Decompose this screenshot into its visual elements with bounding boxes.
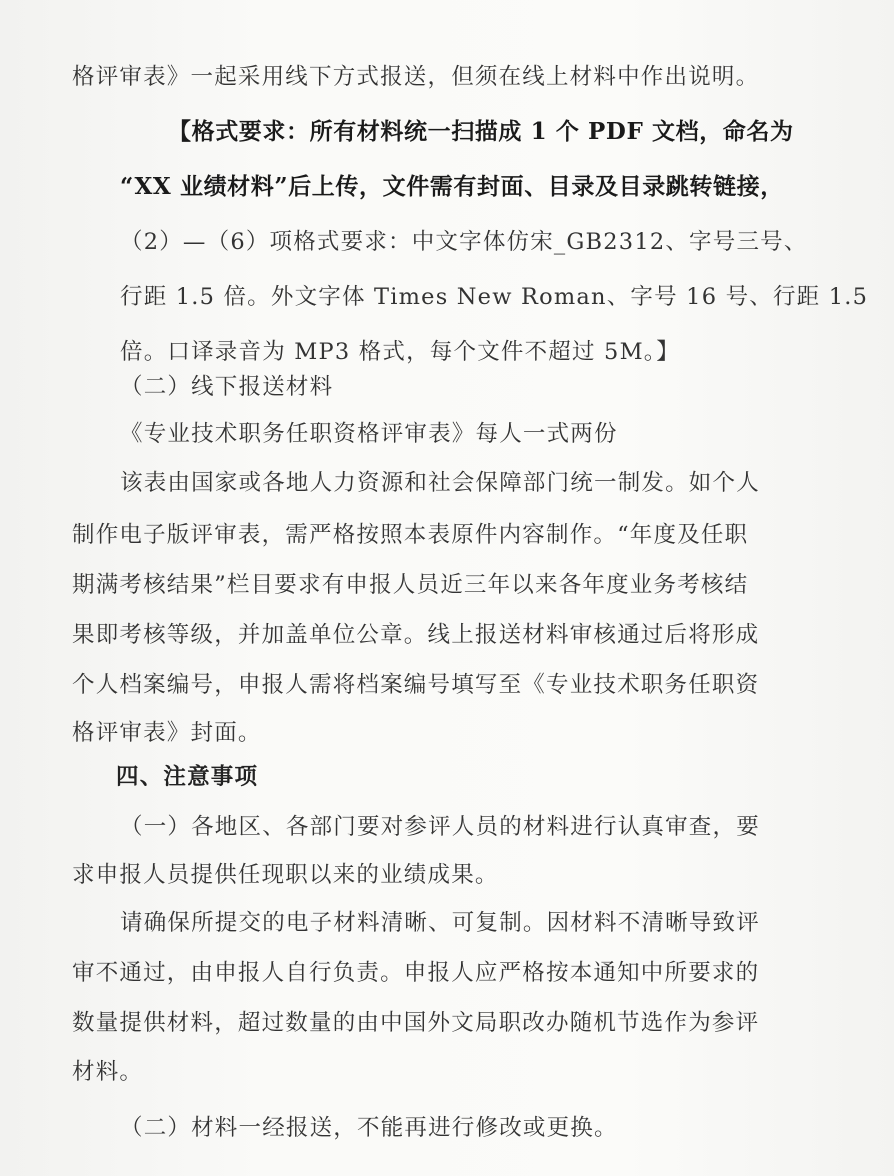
paragraph-line: （二）材料一经报送，不能再进行修改或更换。 (120, 1115, 618, 1141)
paragraph-line: 行距 1.5 倍。外文字体 Times New Roman、字号 16 号、行距 1.5 (120, 284, 869, 310)
paragraph-line: 《专业技术职务任职资格评审表》每人一式两份 (120, 421, 618, 447)
paragraph-line: 数量提供材料，超过数量的由中国外文局职改办随机节选作为参评 (72, 1010, 760, 1036)
paragraph-line: 该表由国家或各地人力资源和社会保障部门统一制发。如个人 (120, 470, 760, 496)
paragraph-line: 格评审表》一起采用线下方式报送，但须在线上材料中作出说明。 (72, 64, 760, 90)
paragraph-line: （2）—（6）项格式要求：中文字体仿宋_GB2312、字号三号、 (120, 229, 808, 255)
section-subheading: （二）线下报送材料 (120, 374, 334, 400)
format-requirements-bold: 【格式要求：所有材料统一扫描成 1 个 PDF 文档，命名为 (168, 118, 794, 145)
paragraph-line: 请确保所提交的电子材料清晰、可复制。因材料不清晰导致评 (120, 910, 760, 936)
paragraph-line: 期满考核结果”栏目要求有申报人员近三年以来各年度业务考核结 (72, 572, 749, 598)
paragraph-line: 倍。口译录音为 MP3 格式，每个文件不超过 5M。】 (120, 339, 680, 365)
section-heading: 四、注意事项 (116, 764, 259, 790)
paragraph-line: 制作电子版评审表，需严格按照本表原件内容制作。“年度及任职 (72, 522, 749, 548)
paragraph-line: 审不通过，由申报人自行负责。申报人应严格按本通知中所要求的 (72, 960, 760, 986)
paragraph-line: 果即考核等级，并加盖单位公章。线上报送材料审核通过后将形成 (72, 622, 760, 648)
paragraph-line: 材料。 (72, 1059, 144, 1085)
paragraph-line: 求申报人员提供任现职以来的业绩成果。 (72, 862, 499, 888)
format-requirements-bold: “XX 业绩材料”后上传，文件需有封面、目录及目录跳转链接， (120, 173, 784, 200)
paragraph-line: （一）各地区、各部门要对参评人员的材料进行认真审查，要 (120, 814, 760, 840)
paragraph-line: 格评审表》封面。 (72, 720, 262, 746)
paragraph-line: 个人档案编号，申报人需将档案编号填写至《专业技术职务任职资 (72, 672, 760, 698)
